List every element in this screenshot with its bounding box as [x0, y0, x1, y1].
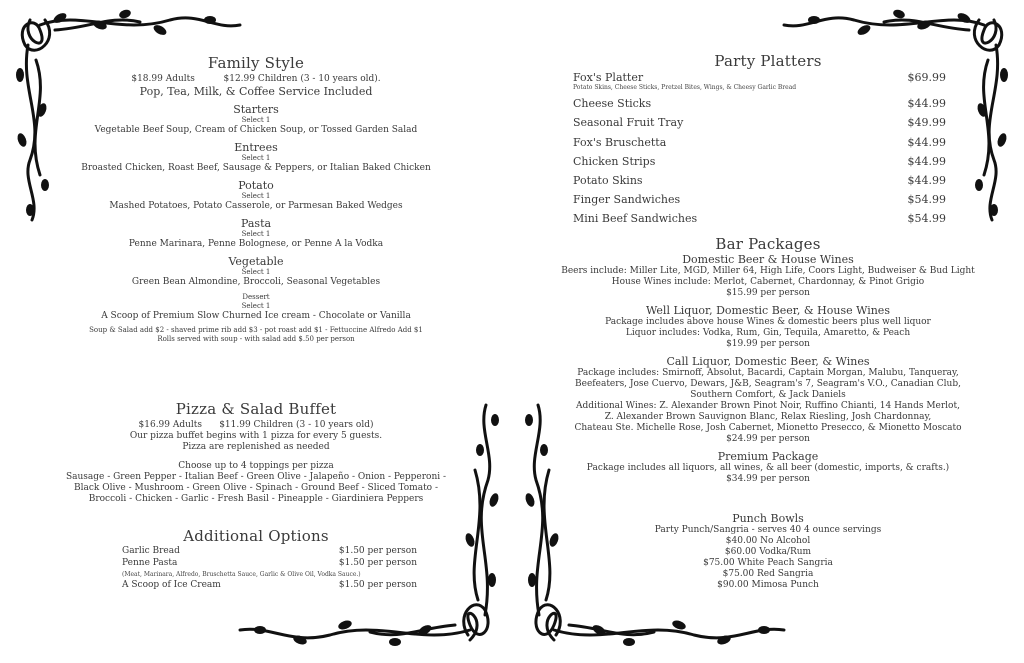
bar-package	[512, 355, 1024, 445]
platter-name: Cheese Sticks	[573, 97, 652, 110]
package-line: Package includes above house Wines & domestic beers plus well liquor	[605, 317, 931, 327]
platter-desc: Potato Skins, Cheese Sticks, Pretzel Bites, Wings, & Cheesy Garlic Bread	[573, 84, 797, 91]
option-price: $1.50 per person	[338, 546, 417, 556]
bar-package	[512, 450, 1024, 485]
toppings-line: Sausage - Green Pepper - Italian Beef - Green Olive - Jalapeño - Onion - Pepperoni -	[65, 472, 447, 482]
course-name: Vegetable	[228, 255, 284, 268]
course-name: Entrees	[234, 141, 278, 154]
bar-package	[512, 253, 1024, 299]
punch-title: Punch Bowls	[732, 512, 804, 525]
platter-row	[573, 174, 946, 187]
pizza-title: Pizza & Salad Buffet	[175, 400, 337, 418]
package-line: Beefeaters, Jose Cuervo, Dewars, J&B, Seagram's 7, Seagram's V.O., Canadian Club,	[575, 379, 961, 389]
option-name: A Scoop of Ice Cream	[122, 580, 221, 590]
course-select: Select 1	[241, 268, 271, 276]
punch-bowls-section	[512, 512, 1024, 591]
package-line: Z. Alexander Brown Sauvignon Blanc, Relax Riesling, Josh Chardonnay,	[604, 412, 932, 422]
bar-packages-section	[512, 235, 1024, 485]
package-line: House Wines include: Merlot, Cabernet, Chardonnay, & Pinot Grigio	[611, 277, 925, 287]
additional-title: Additional Options	[183, 527, 329, 545]
package-line: Southern Comfort, & Jack Daniels	[690, 390, 846, 400]
family-style-title: Family Style	[207, 54, 305, 72]
family-dessert	[0, 293, 512, 322]
punch-line: $40.00 No Alcohol	[725, 536, 811, 546]
course-name: Starters	[233, 103, 279, 116]
package-line: Liquor includes: Vodka, Rum, Gin, Tequila, Amaretto, & Peach	[625, 328, 911, 338]
package-name: Premium Package	[717, 450, 819, 463]
platter-name: Seasonal Fruit Tray	[573, 116, 684, 129]
platter-row	[573, 116, 946, 129]
toppings-line: Black Olive - Mushroom - Green Olive - Spinach - Ground Beef - Sliced Tomato -	[73, 483, 439, 493]
course-name: Potato	[238, 179, 274, 192]
platter-name: Finger Sandwiches	[573, 193, 681, 206]
note-line: Rolls served with soup - with salad add $.50 per person	[157, 335, 355, 343]
family-style-section	[0, 54, 512, 344]
family-vegetable	[0, 255, 512, 288]
course-name: Dessert	[242, 293, 270, 301]
package-name: Domestic Beer & House Wines	[682, 253, 854, 266]
platter-row	[573, 212, 946, 225]
package-price: $24.99 per person	[726, 434, 810, 444]
course-items: A Scoop of Premium Slow Churned Ice cream - Chocolate or Vanilla	[101, 311, 411, 321]
platter-name: Fox's Platter	[573, 71, 644, 84]
family-potato	[0, 179, 512, 212]
platter-name: Fox's Bruschetta	[573, 136, 667, 149]
option-name: Penne Pasta	[122, 558, 178, 568]
platter-price: $49.99	[907, 116, 946, 129]
package-line: Package includes all liquors, all wines, & all beer (domestic, imports, & crafts.)	[586, 463, 950, 473]
package-line: Package includes: Smirnoff, Absolut, Bacardi, Captain Morgan, Malubu, Tanqueray,	[577, 368, 959, 378]
package-name: Call Liquor, Domestic Beer, & Wines	[666, 355, 870, 368]
package-price: $34.99 per person	[726, 474, 810, 484]
punch-line: $90.00 Mimosa Punch	[717, 580, 819, 590]
option-price: $1.50 per person	[338, 558, 417, 568]
punch-line: $60.00 Vodka/Rum	[724, 547, 812, 557]
toppings-line: Choose up to 4 toppings per pizza	[178, 461, 334, 471]
course-items: Green Bean Almondine, Broccoli, Seasonal Vegetables	[131, 277, 381, 287]
package-price: $19.99 per person	[726, 339, 810, 349]
course-items: Mashed Potatoes, Potato Casserole, or Parmesan Baked Wedges	[109, 201, 403, 211]
platter-row	[573, 193, 946, 206]
platter-price: $69.99	[907, 71, 946, 84]
option-row	[122, 546, 417, 556]
platter-row	[573, 155, 946, 168]
punch-line: $75.00 White Peach Sangria	[703, 558, 833, 568]
punch-line: Party Punch/Sangria - serves 40 4 ounce servings	[654, 525, 882, 535]
toppings-line: Broccoli - Chicken - Garlic - Fresh Basil - Pineapple - Giardiniera Peppers	[88, 494, 424, 504]
course-name: Pasta	[240, 217, 272, 230]
course-select: Select 1	[241, 230, 271, 238]
pizza-toppings	[0, 461, 512, 505]
course-select: Select 1	[241, 192, 271, 200]
platter-price: $44.99	[907, 97, 946, 110]
family-service: Pop, Tea, Milk, & Coffee Service Included	[139, 85, 373, 98]
family-entrees	[0, 141, 512, 174]
package-line: Beers include: Miller Lite, MGD, Miller 64, High Life, Coors Light, Budweiser & Bud Light	[561, 266, 975, 276]
course-items: Penne Marinara, Penne Bolognese, or Penne A la Vodka	[128, 239, 384, 249]
option-name: Garlic Bread	[122, 546, 180, 556]
bar-title: Bar Packages	[715, 235, 821, 253]
pizza-line: $16.99 Adults $11.99 Children (3 - 10 years old)	[138, 420, 374, 430]
platter-row	[573, 136, 946, 149]
pizza-buffet-section	[0, 400, 512, 505]
family-pasta	[0, 217, 512, 250]
platter-row	[573, 97, 946, 110]
platter-name: Chicken Strips	[573, 155, 656, 168]
platter-price: $54.99	[907, 212, 946, 225]
family-notes	[0, 326, 512, 344]
course-select: Select 1	[241, 116, 271, 124]
pizza-line: Pizza are replenished as needed	[182, 442, 330, 452]
platter-price: $44.99	[907, 174, 946, 187]
punch-line: $75.00 Red Sangria	[722, 569, 814, 579]
platter-price: $44.99	[907, 155, 946, 168]
package-name: Well Liquor, Domestic Beer, & House Wines	[646, 304, 890, 317]
option-row	[122, 558, 417, 568]
pizza-line: Our pizza buffet begins with 1 pizza for every 5 guests.	[129, 431, 383, 441]
right-page	[512, 0, 1024, 663]
option-price: $1.50 per person	[338, 580, 417, 590]
platter-price: $44.99	[907, 136, 946, 149]
package-line: Additional Wines: Z. Alexander Brown Pinot Noir, Ruffino Chianti, 14 Hands Merlot,	[576, 401, 960, 411]
platters-title: Party Platters	[714, 52, 822, 70]
note-line: Soup & Salad add $2 - shaved prime rib add $3 - pot roast add $1 - Fettuccine Alfredo Add $1	[89, 326, 423, 334]
course-items: Broasted Chicken, Roast Beef, Sausage & Peppers, or Italian Baked Chicken	[81, 163, 431, 173]
option-row	[122, 580, 417, 590]
family-prices: $18.99 Adults $12.99 Children (3 - 10 years old).	[131, 74, 381, 84]
party-platters-header	[512, 52, 1024, 70]
package-line: Chateau Ste. Michelle Rose, Josh Cabernet, Mionetto Presecco, & Mionetto Moscato	[574, 423, 962, 433]
course-select: Select 1	[241, 302, 271, 310]
platter-row	[573, 71, 946, 84]
bar-package	[512, 304, 1024, 350]
family-starters	[0, 103, 512, 136]
option-note: (Meat, Marinara, Alfredo, Bruschetta Sauce, Garlic & Olive Oil, Vodka Sauce.)	[122, 571, 361, 578]
course-select: Select 1	[241, 154, 271, 162]
additional-options-section	[0, 527, 512, 545]
platter-name: Mini Beef Sandwiches	[573, 212, 698, 225]
platter-name: Potato Skins	[573, 174, 643, 187]
package-price: $15.99 per person	[726, 288, 810, 298]
course-items: Vegetable Beef Soup, Cream of Chicken Soup, or Tossed Garden Salad	[94, 125, 418, 135]
platter-price: $54.99	[907, 193, 946, 206]
